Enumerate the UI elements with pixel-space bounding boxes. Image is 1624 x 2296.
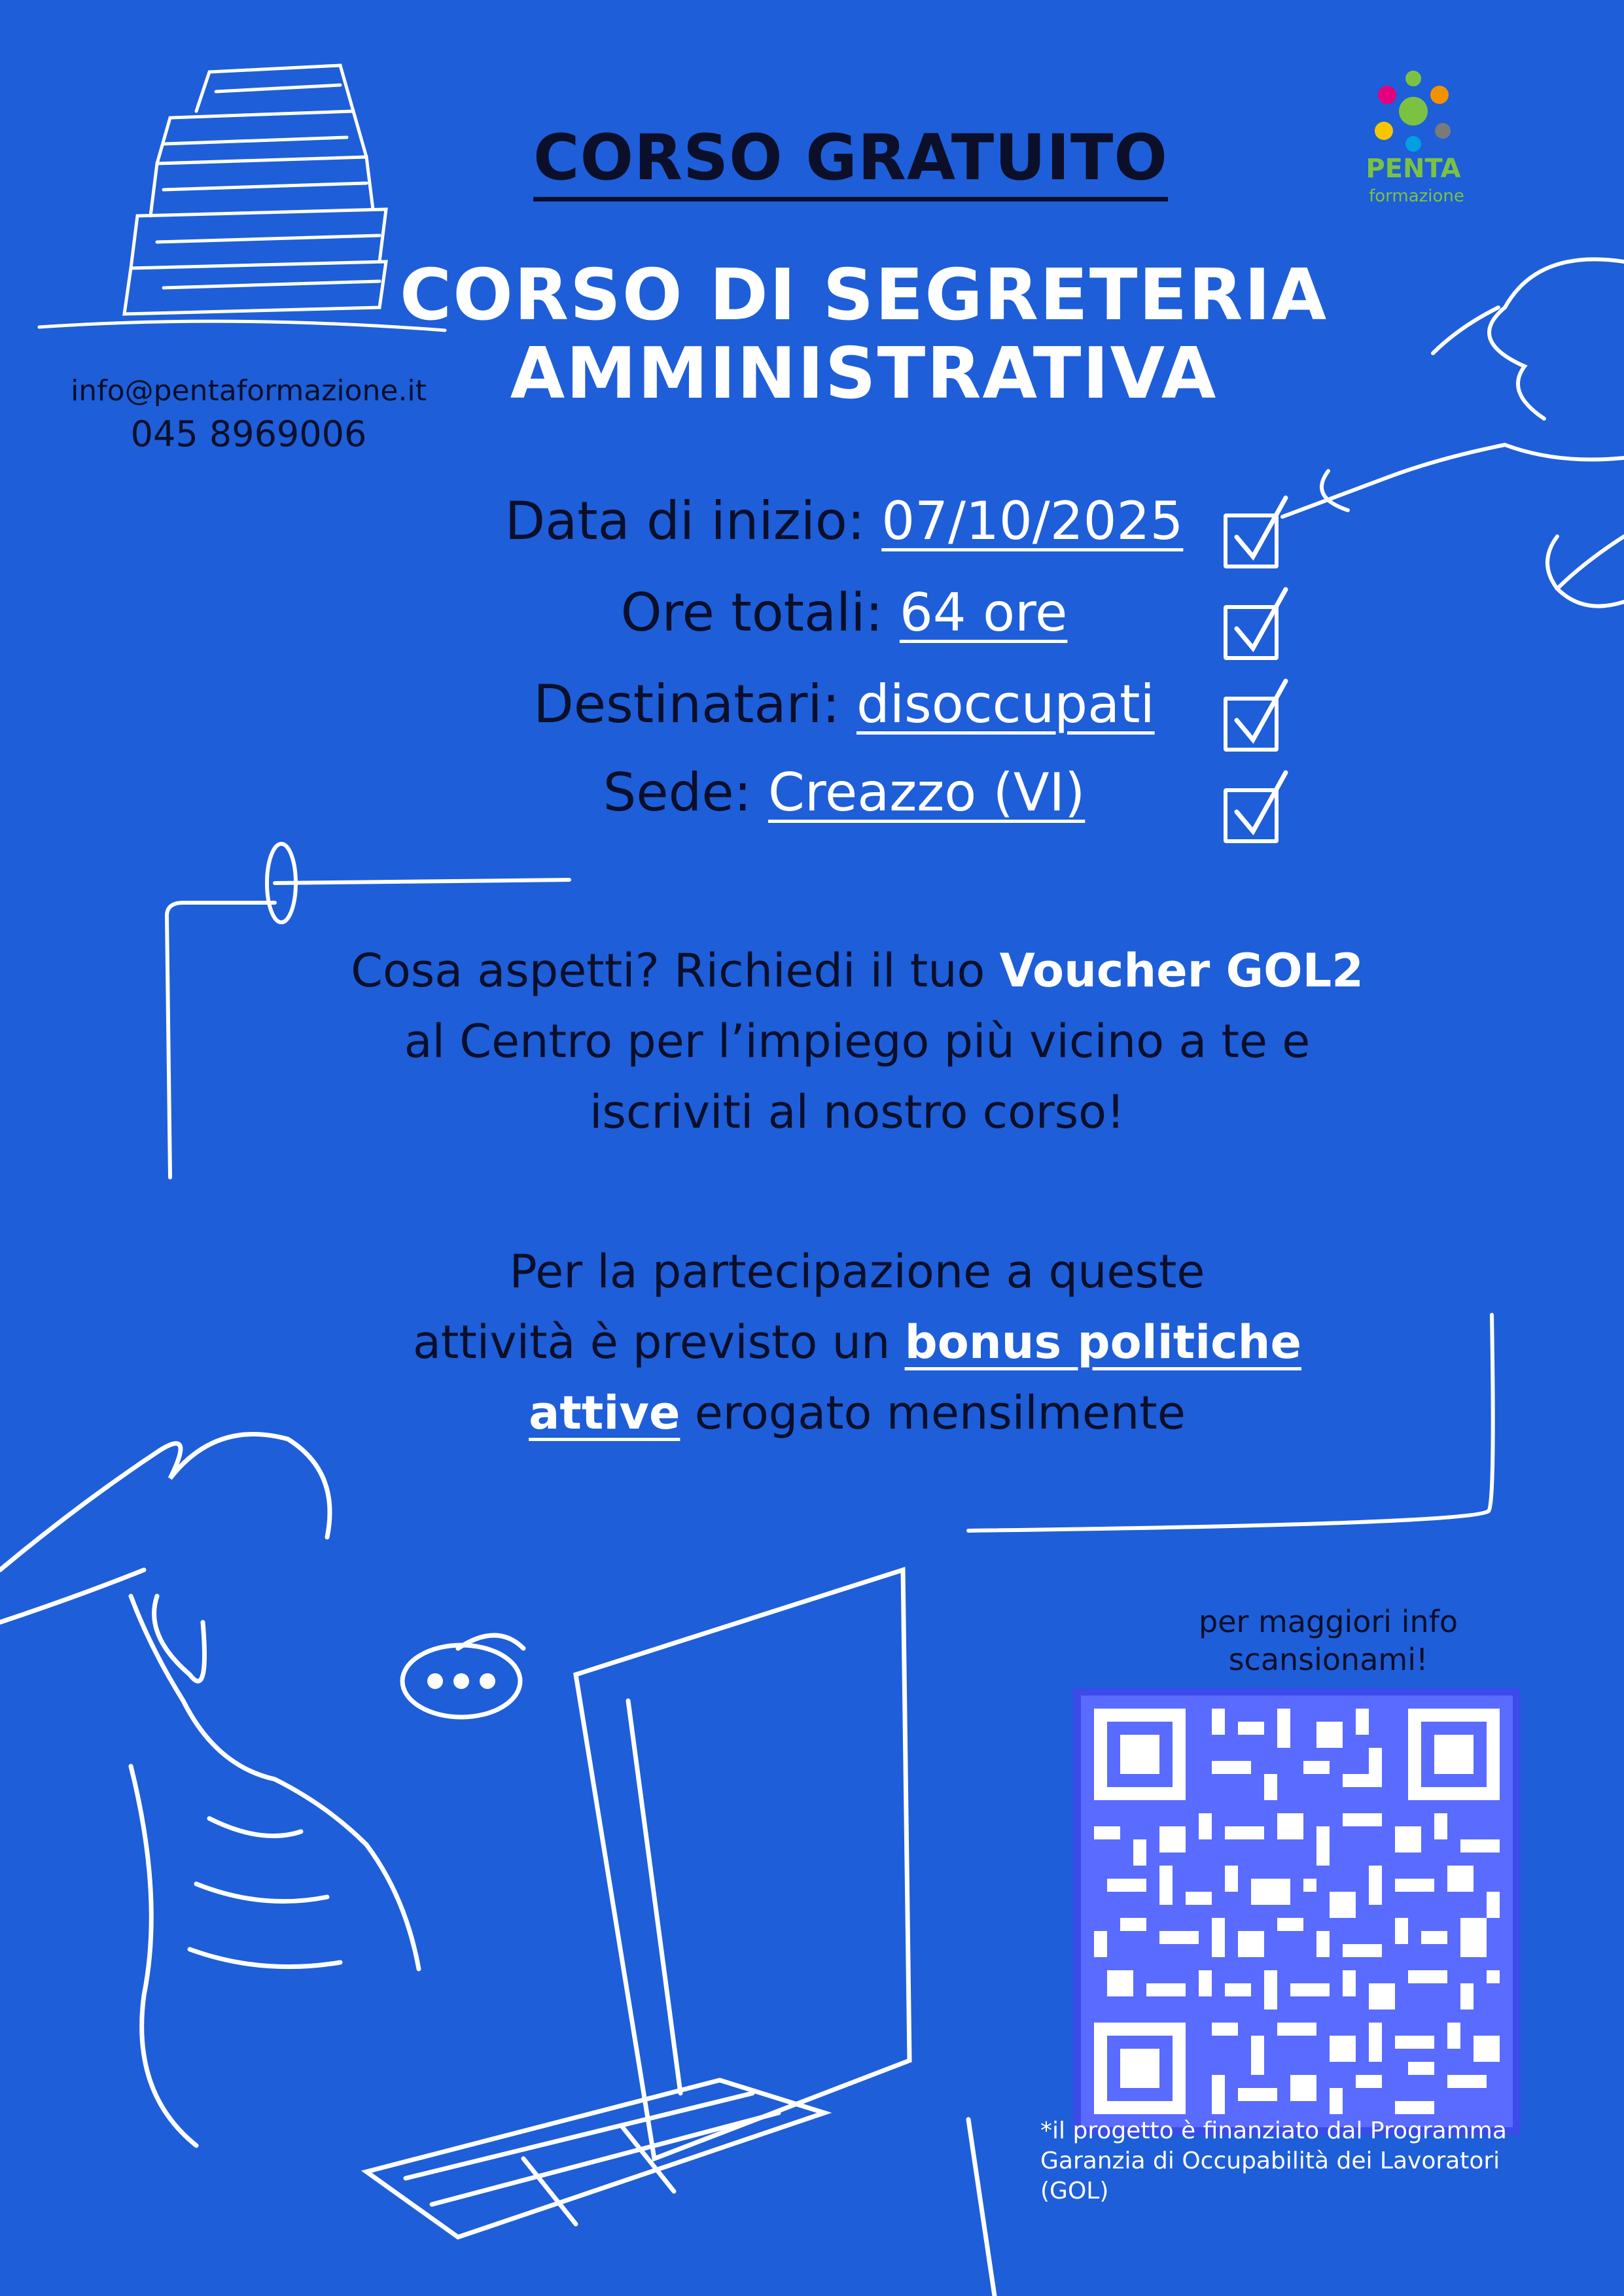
speech-dots xyxy=(427,1673,495,1689)
qr-label xyxy=(1080,1603,1577,1679)
detail-location: Sede: Creazzo (VI) xyxy=(603,762,1086,823)
title-line-1: CORSO DI SEGRETERIA xyxy=(399,254,1328,336)
woman-computer-illustration xyxy=(0,1435,995,2296)
checkbox-icon xyxy=(1224,513,1279,568)
bonus-line-3: attive erogato mensilmente xyxy=(529,1386,1186,1440)
logo-name: PENTA xyxy=(1366,154,1461,184)
logo-subtitle: formazione xyxy=(1369,186,1464,206)
voucher-paragraph xyxy=(0,935,1624,1147)
contact-phone[interactable]: 045 8969006 xyxy=(130,413,367,455)
detail-recipients: Destinatari: disoccupati xyxy=(533,674,1155,735)
footnote-line-3: (GOL) xyxy=(1040,2178,1109,2204)
qr-code-icon xyxy=(1081,1696,1513,2127)
contact-block xyxy=(26,370,471,456)
free-course-badge: CORSO GRATUITO xyxy=(0,121,1624,194)
bonus-line-2: attività è previsto un bonus politiche xyxy=(413,1315,1301,1369)
detail-start-date: Data di inizio: 07/10/2025 xyxy=(504,491,1184,551)
voucher-line-2: al Centro per l’impiego più vicino a te e xyxy=(404,1015,1311,1068)
qr-code[interactable] xyxy=(1073,1688,1521,2135)
qr-label-line-1: per maggiori info xyxy=(1199,1604,1458,1639)
footnote-line-2: Garanzia di Occupabilità dei Lavoratori xyxy=(1040,2148,1500,2174)
checkbox-icon xyxy=(1224,788,1279,843)
bonus-paragraph xyxy=(0,1236,1624,1448)
title-line-2: AMMINISTRATIVA xyxy=(510,333,1218,415)
checkbox-icon xyxy=(1224,697,1279,752)
contact-email[interactable]: info@pentaformazione.it xyxy=(71,374,427,408)
voucher-line-1: Cosa aspetti? Richiedi il tuo Voucher GOL2 xyxy=(351,944,1364,998)
detail-total-hours: Ore totali: 64 ore xyxy=(620,582,1068,643)
checkbox-icon xyxy=(1224,605,1279,660)
bonus-line-1: Per la partecipazione a queste xyxy=(509,1245,1205,1298)
funding-footnote xyxy=(1040,2116,1597,2206)
voucher-line-3: iscriviti al nostro corso! xyxy=(589,1085,1125,1139)
qr-label-line-2: scansionami! xyxy=(1228,1642,1428,1677)
footnote-line-1: *il progetto è finanziato dal Programma xyxy=(1040,2117,1507,2144)
